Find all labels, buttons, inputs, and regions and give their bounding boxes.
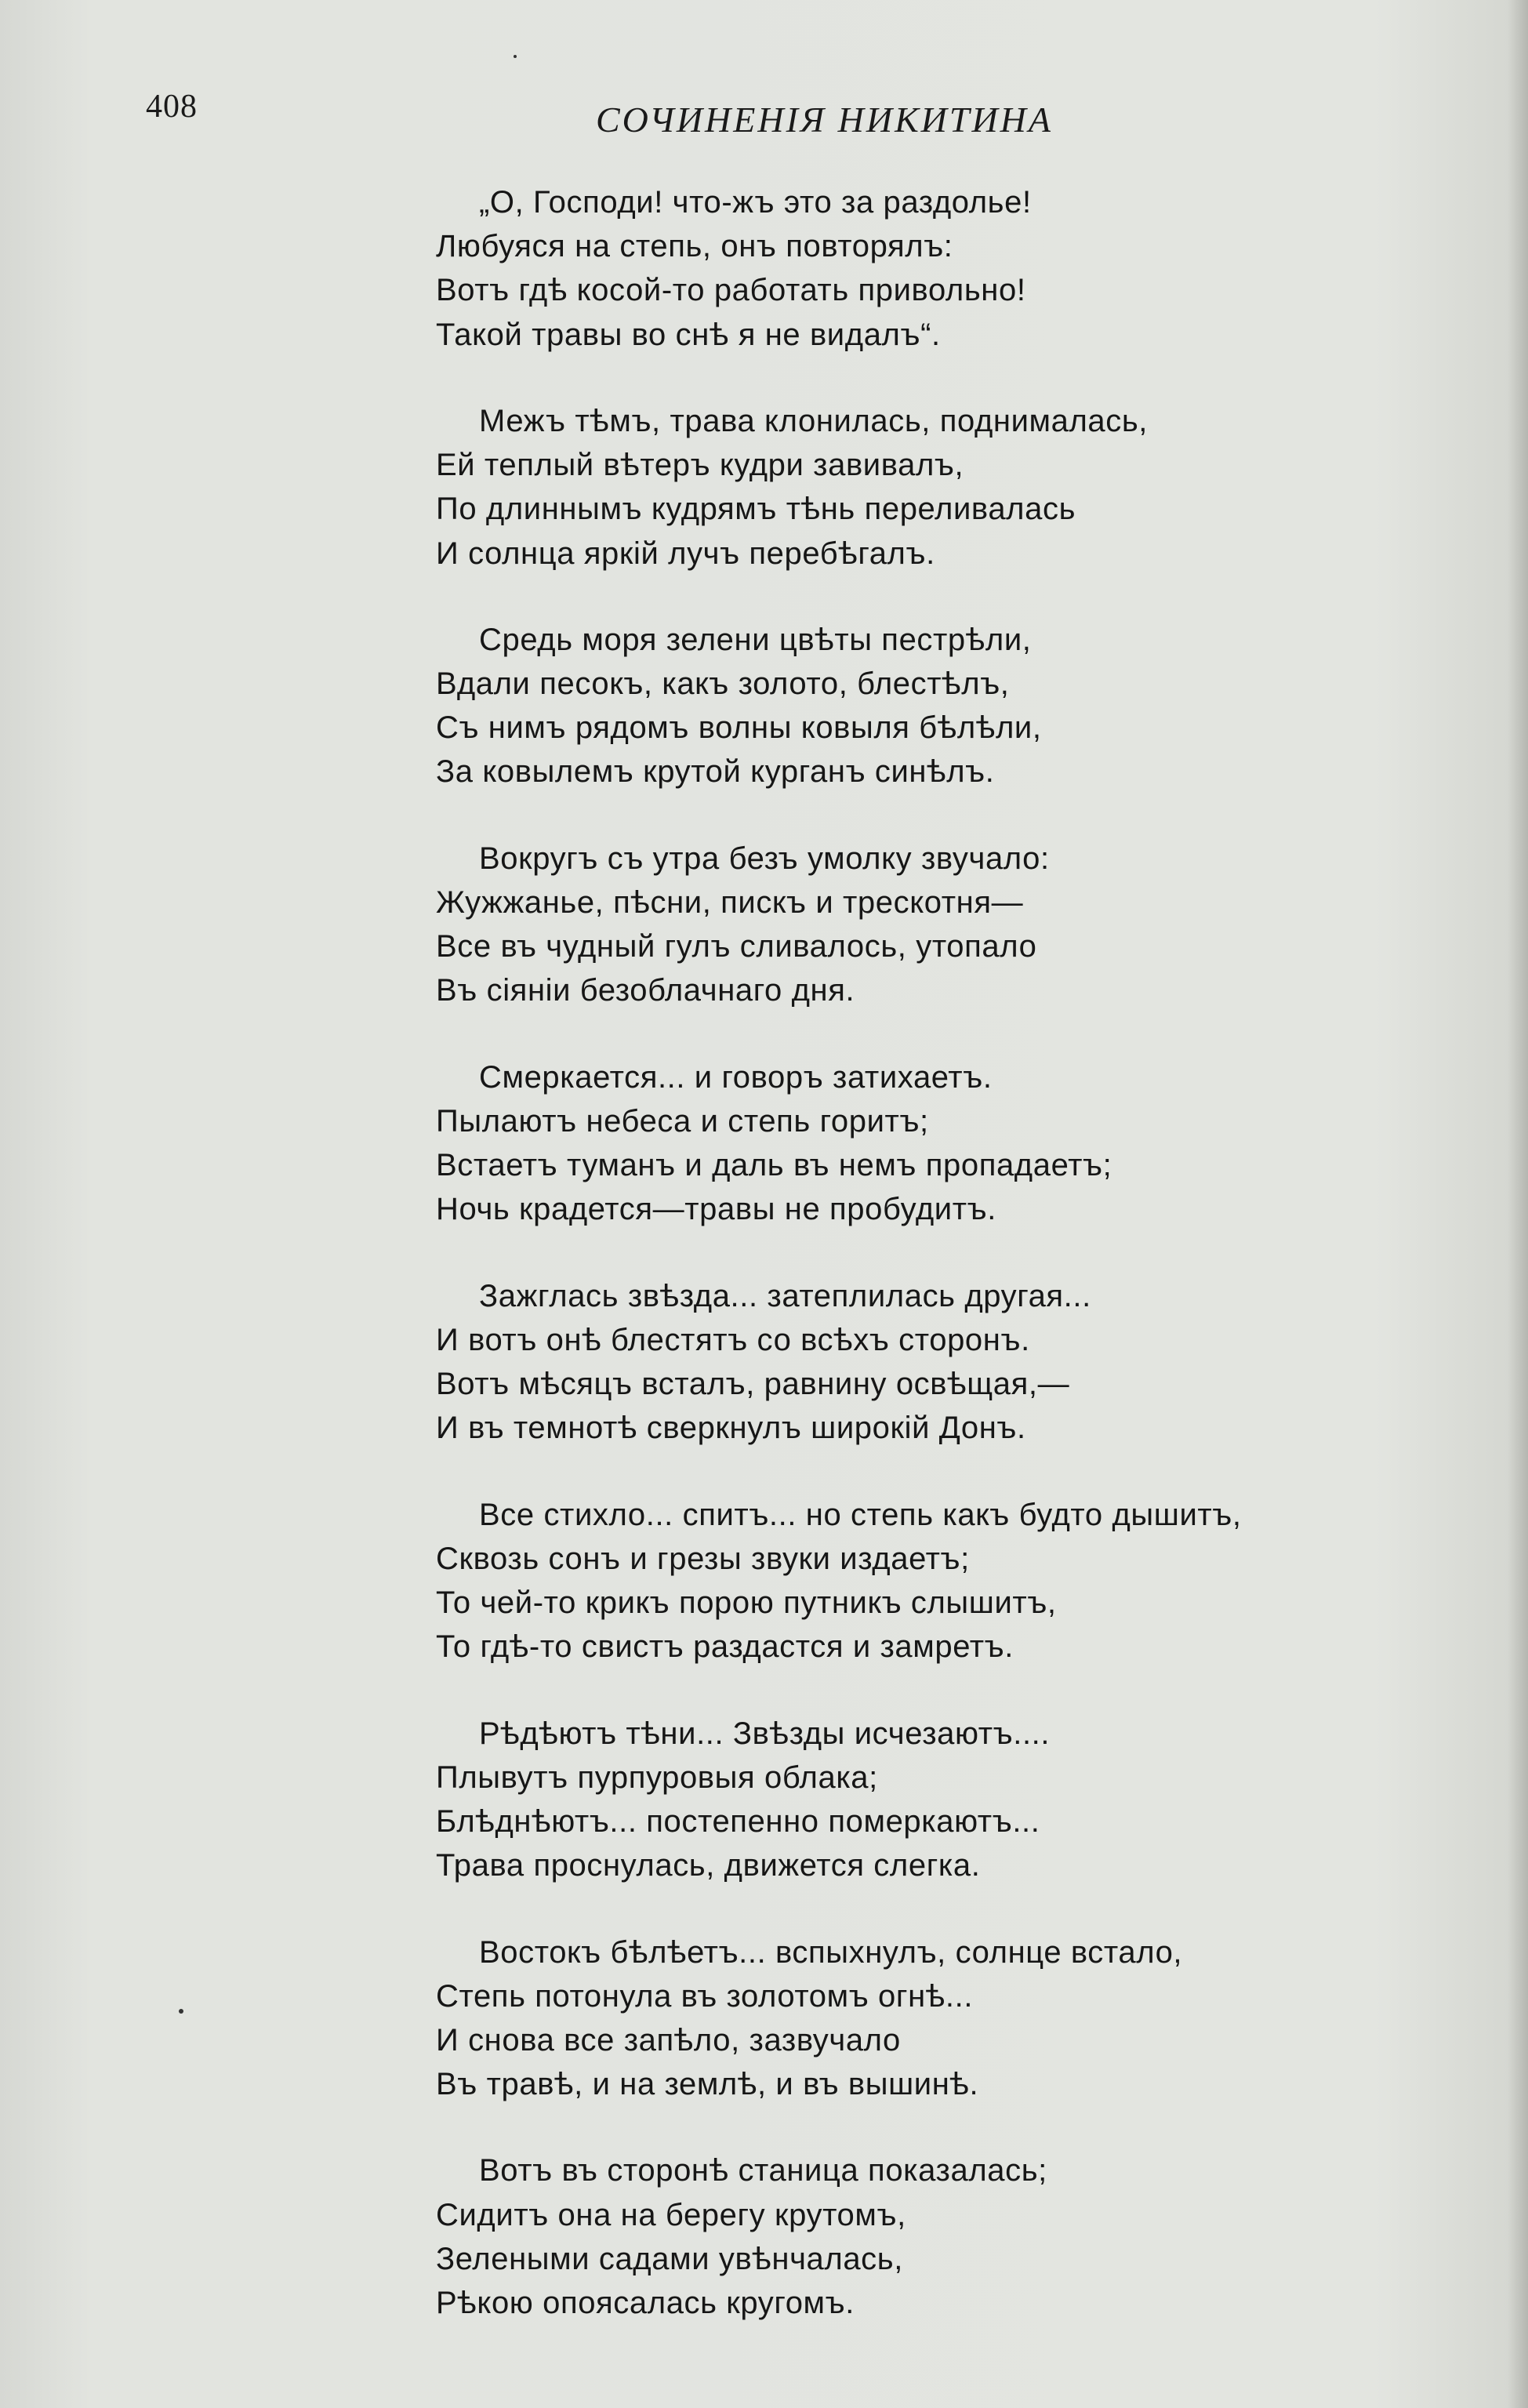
- poem-line: Рѣкою опоясалась кругомъ.: [436, 2286, 855, 2320]
- poem-line: Рѣдѣютъ тѣни... Звѣзды исчезаютъ....: [479, 1716, 1051, 1751]
- poem-line: Блѣднѣютъ... постепенно померкаютъ...: [436, 1803, 1040, 1839]
- poem-line: Пылаютъ небеса и степь горитъ;: [436, 1103, 929, 1139]
- stanza: [436, 1493, 1424, 1669]
- poem-line: Все стихло... спитъ... но степь какъ будто дышитъ,: [479, 1497, 1242, 1532]
- poem-body: [436, 180, 1424, 2367]
- poem-line: Межъ тѣмъ, трава клонилась, поднималась,: [479, 403, 1149, 438]
- poem-line: Вотъ въ сторонѣ станица показалась;: [479, 2153, 1047, 2188]
- poem-line: И вотъ онѣ блестятъ со всѣхъ сторонъ.: [436, 1322, 1030, 1357]
- poem-line: И солнца яркій лучъ перебѣгалъ.: [436, 536, 935, 571]
- poem-line: Востокъ бѣлѣетъ... вспыхнулъ, солнце встало,: [479, 1934, 1183, 1970]
- poem-line: Плывутъ пурпуровыя облака;: [436, 1760, 878, 1795]
- poem-line: Зажглась звѣзда... затеплилась другая...: [479, 1278, 1091, 1313]
- poem-line: Жужжанье, пѣсни, пискъ и трескотня—: [436, 885, 1024, 920]
- stanza: [436, 1712, 1424, 1888]
- paper-speck: [179, 2009, 183, 2014]
- poem-line: Вокругъ съ утра безъ умолку звучало:: [479, 841, 1050, 876]
- stanza: [436, 399, 1424, 576]
- paper-speck: [514, 55, 517, 58]
- poem-line: То гдѣ-то свистъ раздастся и замретъ.: [436, 1629, 1014, 1665]
- poem-line: По длиннымъ кудрямъ тѣнь переливалась: [436, 492, 1076, 527]
- page-edge-shadow: [1508, 0, 1528, 2408]
- stanza: [436, 1930, 1424, 2107]
- poem-line: Съ нимъ рядомъ волны ковыля бѣлѣли,: [436, 710, 1042, 746]
- poem-line: Ей теплый вѣтеръ кудри завивалъ,: [436, 448, 964, 483]
- poem-line: За ковылемъ крутой курганъ синѣлъ.: [436, 754, 995, 790]
- poem-line: „О, Господи! что-жъ это за раздолье!: [479, 185, 1032, 220]
- poem-line: Вдали песокъ, какъ золото, блестѣлъ,: [436, 666, 1010, 702]
- stanza: [436, 1274, 1424, 1451]
- poem-line: Такой травы во снѣ я не видалъ“.: [436, 317, 941, 352]
- poem-line: Вотъ гдѣ косой-то работать привольно!: [436, 273, 1026, 308]
- stanza: [436, 180, 1424, 357]
- poem-line: Сидитъ она на берегу крутомъ,: [436, 2197, 906, 2232]
- poem-line: Въ сіяніи безоблачнаго дня.: [436, 973, 855, 1008]
- poem-line: И въ темнотѣ сверкнулъ широкій Донъ.: [436, 1411, 1026, 1446]
- poem-line: Въ травѣ, и на землѣ, и въ вышинѣ.: [436, 2067, 979, 2102]
- poem-line: Смеркается... и говоръ затихаетъ.: [479, 1059, 993, 1095]
- poem-line: Трава проснулась, движется слегка.: [436, 1848, 981, 1883]
- poem-line: Сквозь сонъ и грезы звуки издаетъ;: [436, 1541, 970, 1576]
- poem-line: Все въ чудный гулъ сливалось, утопало: [436, 929, 1037, 964]
- poem-line: Ночь крадется—травы не пробудитъ.: [436, 1192, 996, 1227]
- stanza: [436, 837, 1424, 1013]
- stanza: [436, 618, 1424, 794]
- poem-line: Средь моря зелени цвѣты пестрѣли,: [479, 622, 1032, 657]
- poem-line: То чей-то крикъ порою путникъ слышитъ,: [436, 1585, 1057, 1620]
- page-number: 408: [146, 89, 198, 125]
- poem-line: Зелеными садами увѣнчалась,: [436, 2241, 903, 2276]
- poem-line: Встаетъ туманъ и даль въ немъ пропадаетъ;: [436, 1148, 1112, 1183]
- poem-line: Степь потонула въ золотомъ огнѣ...: [436, 1978, 974, 2014]
- poem-line: Любуяся на степь, онъ повторялъ:: [436, 229, 953, 264]
- stanza: [436, 2148, 1424, 2325]
- poem-line: И снова все запѣло, зазвучало: [436, 2022, 901, 2058]
- running-title: СОЧИНЕНІЯ НИКИТИНА: [596, 100, 1053, 140]
- poem-line: Вотъ мѣсяцъ всталъ, равнину освѣщая,—: [436, 1367, 1070, 1402]
- stanza: [436, 1055, 1424, 1232]
